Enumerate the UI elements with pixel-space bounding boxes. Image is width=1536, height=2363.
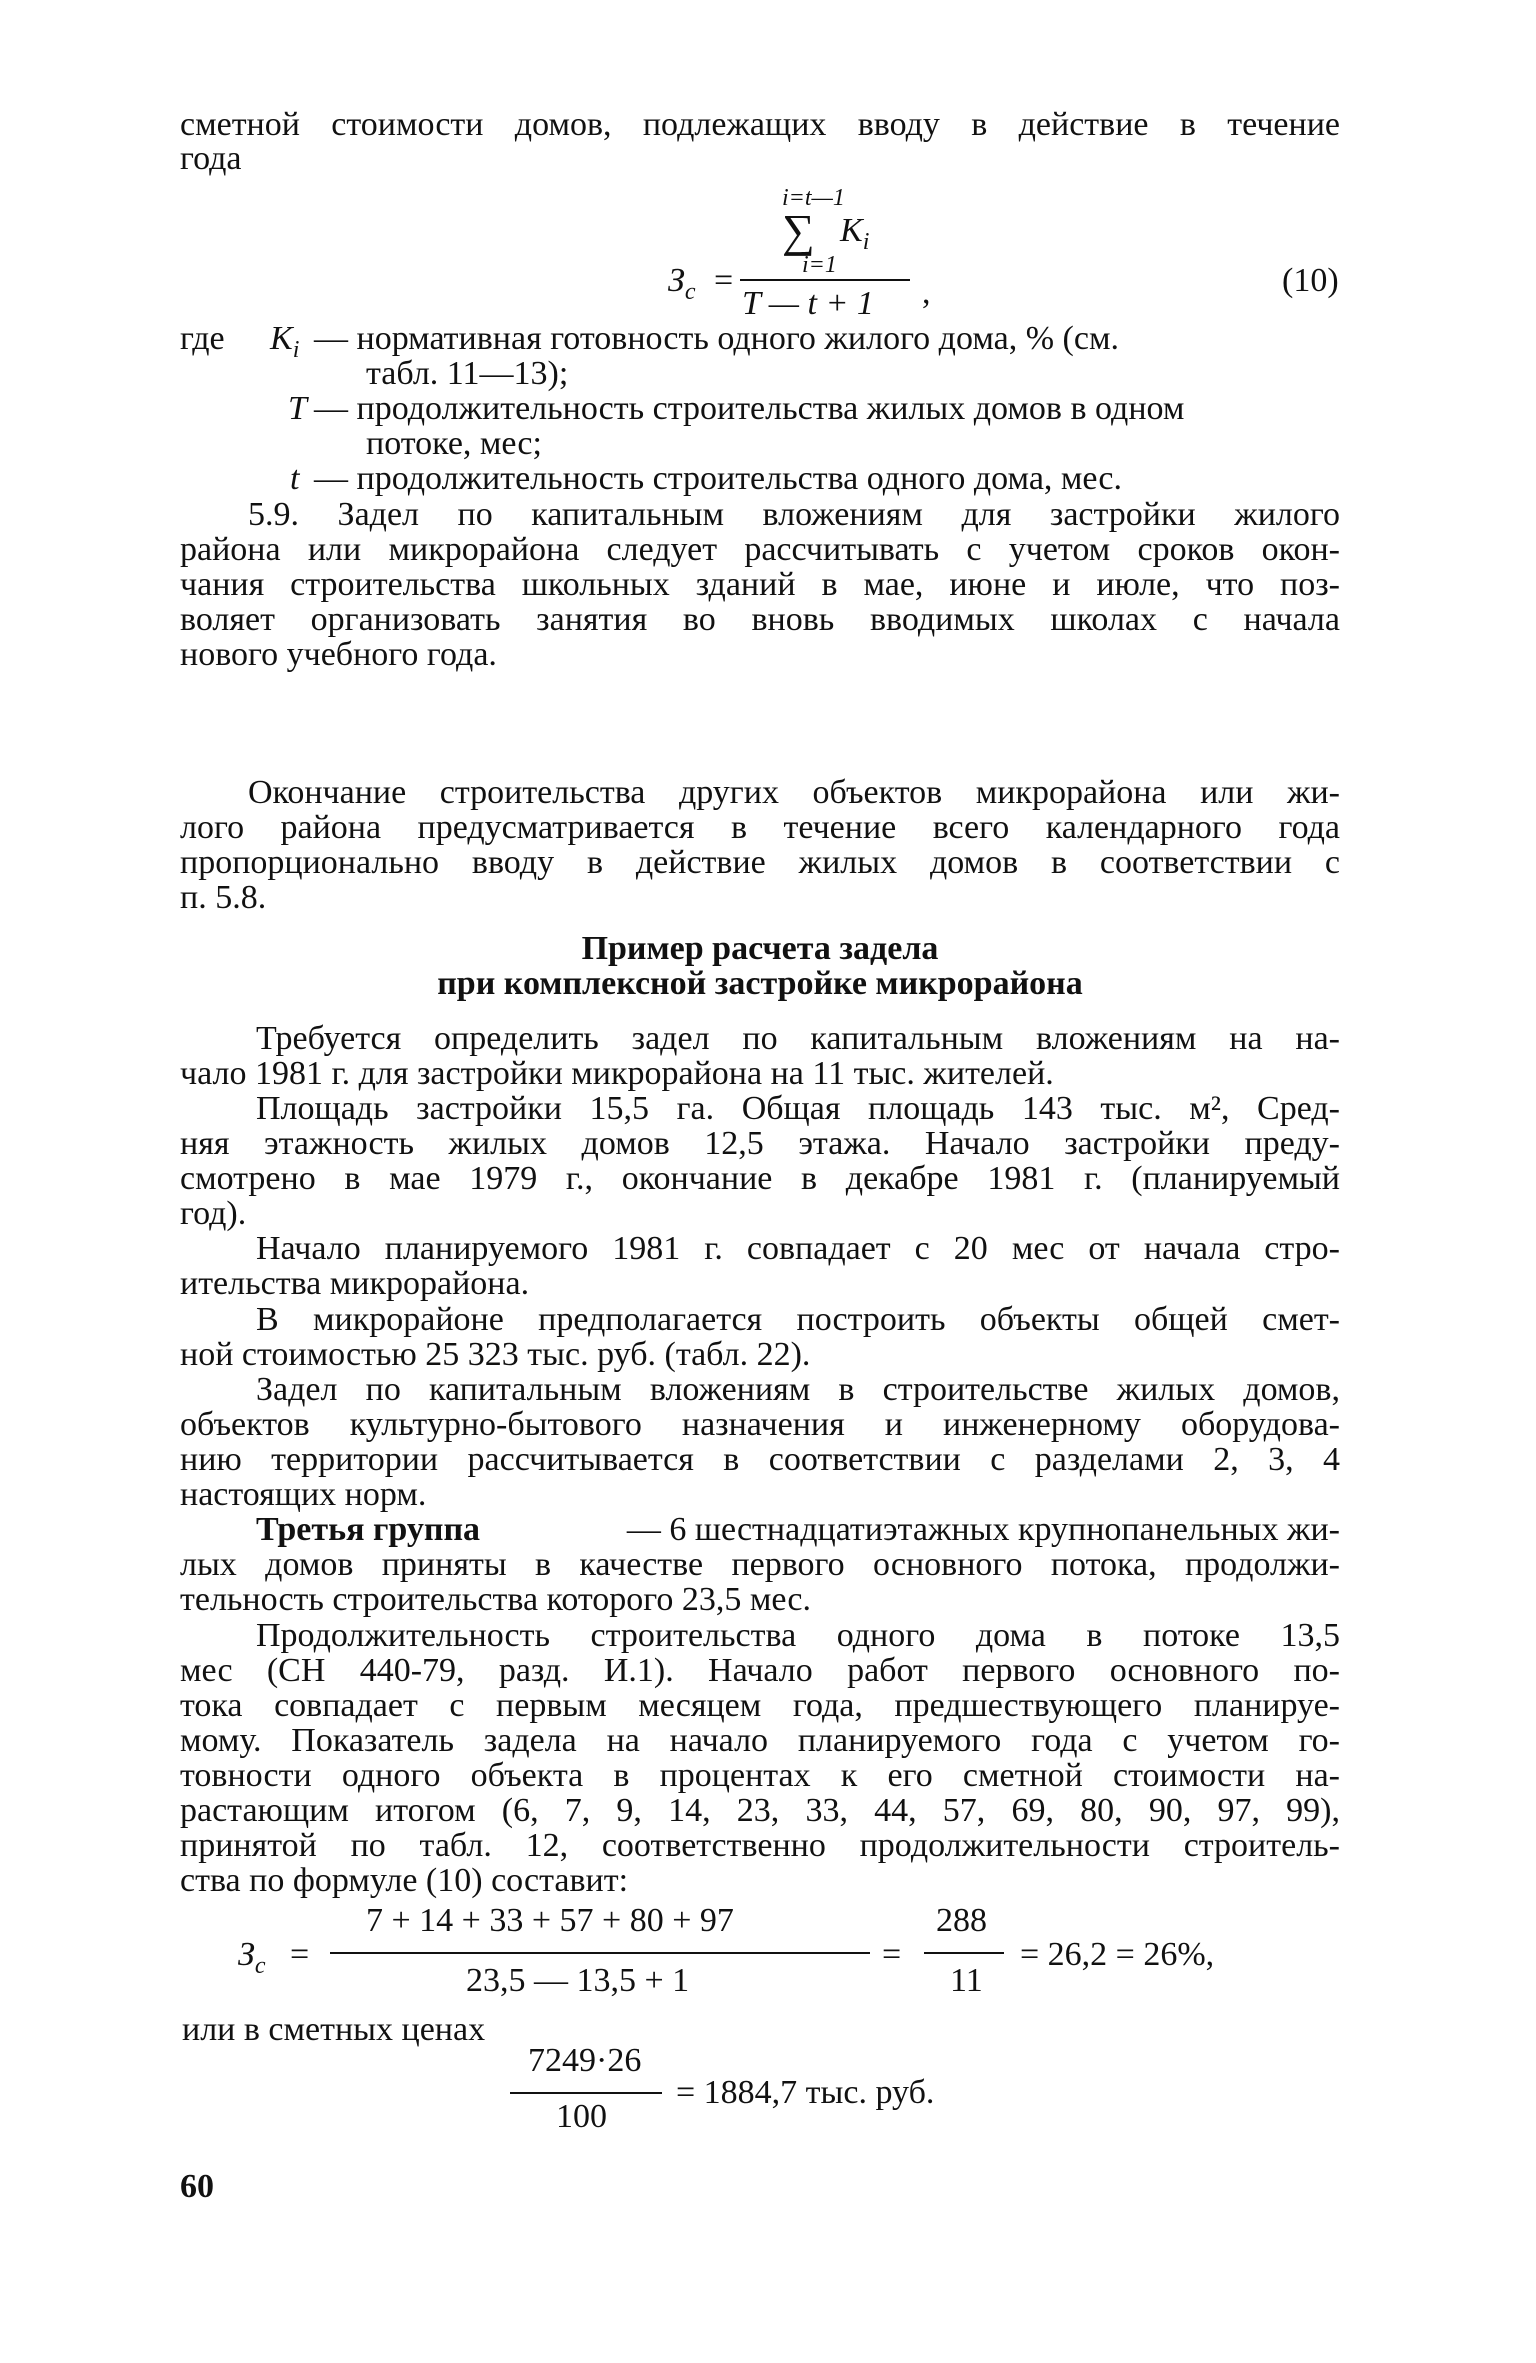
example-p3-last: ительства микрорайона. (180, 1265, 530, 1302)
example-p1-last: чало 1981 г. для застройки микрорайона на 11 тыс. жителей. (180, 1055, 1054, 1092)
fraction-bar (740, 279, 910, 281)
t-small-definition-line-1: — продолжительность строительства одного дома, мес. (314, 460, 1122, 497)
section-heading-line-2: при комплексной застройке микрорайона (437, 965, 1083, 1002)
t-big-definition-line-2: потоке, мес; (366, 425, 542, 462)
example-p2-line: няя этажность жилых домов 12,5 этажа. Начало застройки преду- (180, 1125, 1340, 1162)
sum-sign: ∑ (782, 205, 815, 256)
example-p7-line: Продолжительность строительства одного дома в потоке 13,5 (256, 1617, 1340, 1654)
t-big-symbol: T (288, 390, 307, 427)
example-p5-line: нию территории рассчитывается в соответствии с разделами 2, 3, 4 (180, 1441, 1340, 1478)
calc-lhs: $З_с$ (238, 1936, 266, 1979)
where-label: где (180, 320, 225, 357)
example-p7-line: мому. Показатель задела на начало планируемого года с учетом го- (180, 1722, 1340, 1759)
example-p2-last: год). (180, 1195, 247, 1232)
t-small-symbol: t (290, 460, 300, 497)
calc-numerator-2: 288 (936, 1902, 987, 1939)
section-heading-line-1: Пример расчета задела (581, 930, 939, 967)
example-p5-last: настоящих норм. (180, 1476, 427, 1513)
k-definition-line-1 (314, 322, 1340, 356)
example-p7-line: принятой по табл. 12, соответственно продолжительности строитель- (180, 1827, 1340, 1864)
formula-denominator: T — t + 1 (742, 285, 874, 322)
t-big-definition-line-1 (314, 392, 1340, 426)
calc2-fraction-bar (510, 2092, 662, 2094)
formula-number: (10) (1282, 262, 1339, 299)
formula-comma: , (922, 274, 931, 311)
calc2-numerator: 7249·26 (528, 2042, 642, 2079)
example-p2-line: Площадь застройки 15,5 га. Общая площадь 143 тыс. м², Сред- (256, 1090, 1340, 1127)
calc-fraction-bar-1 (330, 1952, 870, 1954)
example-p5-line: Задел по капитальным вложениям в строительстве жилых домов, (256, 1371, 1340, 1408)
para-other-line: Окончание строительства других объектов микрорайона или жи- (248, 774, 1340, 811)
para-5-9-line: 5.9. Задел по капитальным вложениям для застройки жилого (248, 496, 1340, 533)
example-p6-line-1: Третья группа — 6 шестнадцатиэтажных крупнопанельных жи- (256, 1511, 1340, 1548)
para-5-9-line: воляет организовать занятия во вновь вводимых школах с начала (180, 601, 1340, 638)
k-definition-line-2: табл. 11—13); (366, 355, 569, 392)
example-p3-line: Начало планируемого 1981 г. совпадает с 20 мес от начала стро- (256, 1230, 1340, 1267)
para-5-9-line: района или микрорайона следует рассчитывать с учетом сроков окон- (180, 531, 1340, 568)
para-other-line: лого района предусматривается в течение всего календарного года (180, 809, 1340, 846)
summand-k: $K_i$ (840, 212, 870, 255)
intro-line-1 (180, 108, 1340, 142)
sum-lower-limit: i=1 (802, 252, 837, 278)
example-p6-line: лых домов приняты в качестве первого основного потока, продолжи- (180, 1546, 1340, 1583)
example-p6-last: тельность строительства которого 23,5 мес. (180, 1581, 811, 1618)
calc2-denominator: 100 (556, 2098, 607, 2135)
para-other-last-line: п. 5.8. (180, 879, 267, 916)
example-p4-last: ной стоимостью 25 323 тыс. руб. (табл. 22). (180, 1336, 811, 1373)
example-p7-line: товности одного объекта в процентах к его сметной стоимости на- (180, 1757, 1340, 1794)
calc-equals-2: = (882, 1936, 902, 1973)
example-p7-line: мес (СН 440-79, разд. И.1). Начало работ первого основного по- (180, 1652, 1340, 1689)
example-p1-line: Требуется определить задел по капитальным вложениям на на- (256, 1020, 1340, 1057)
example-p7-line: тока совпадает с первым месяцем года, предшествующего планируе- (180, 1687, 1340, 1724)
example-p2-line: смотрено в мае 1979 г., окончание в декабре 1981 г. (планируемый (180, 1160, 1340, 1197)
page-number: 60 (180, 2168, 214, 2205)
para-5-9-last-line: нового учебного года. (180, 636, 497, 673)
calc-result-1: = 26,2 = 26%, (1020, 1936, 1215, 1973)
example-p7-last: ства по формуле (10) составит: (180, 1862, 629, 1899)
intro-line-2: года (180, 140, 242, 177)
t-big-definition-text: — продолжительность строительства жилых домов в одном (314, 390, 1185, 427)
k-definition-text: — нормативная готовность одного жилого дома, % (см. (314, 320, 1119, 357)
sum-upper-limit: i=t—1 (782, 185, 845, 211)
calc-equals-1: = (290, 1936, 310, 1973)
example-p7-line: растающим итогом (6, 7, 9, 14, 23, 33, 44, 57, 69, 80, 90, 97, 99), (180, 1792, 1340, 1829)
para-other-line: пропорционально вводу в действие жилых домов в соответствии с (180, 844, 1340, 881)
para-5-9-line: чания строительства школьных зданий в мае, июне и июле, что поз- (180, 566, 1340, 603)
or-estimate-label: или в сметных ценах (182, 2011, 486, 2048)
formula-lhs: $З_с$ (668, 262, 696, 305)
k-symbol: $K_i$ (270, 320, 300, 363)
intro-text-1: сметной стоимости домов, подлежащих вводу в действие в течение (180, 106, 1340, 143)
calc-numerator-1: 7 + 14 + 33 + 57 + 80 + 97 (366, 1902, 734, 1939)
example-p4-line: В микрорайоне предполагается построить объекты общей смет- (256, 1301, 1340, 1338)
calc2-result: = 1884,7 тыс. руб. (676, 2074, 935, 2111)
calc-fraction-bar-2 (924, 1952, 1004, 1954)
example-p5-line: объектов культурно-бытового назначения и инженерному оборудова- (180, 1406, 1340, 1443)
calc-denominator-2: 11 (950, 1962, 983, 1999)
calc-denominator-1: 23,5 — 13,5 + 1 (466, 1962, 690, 1999)
formula-equals: = (714, 262, 734, 299)
third-group-label: Третья группа (256, 1511, 481, 1548)
